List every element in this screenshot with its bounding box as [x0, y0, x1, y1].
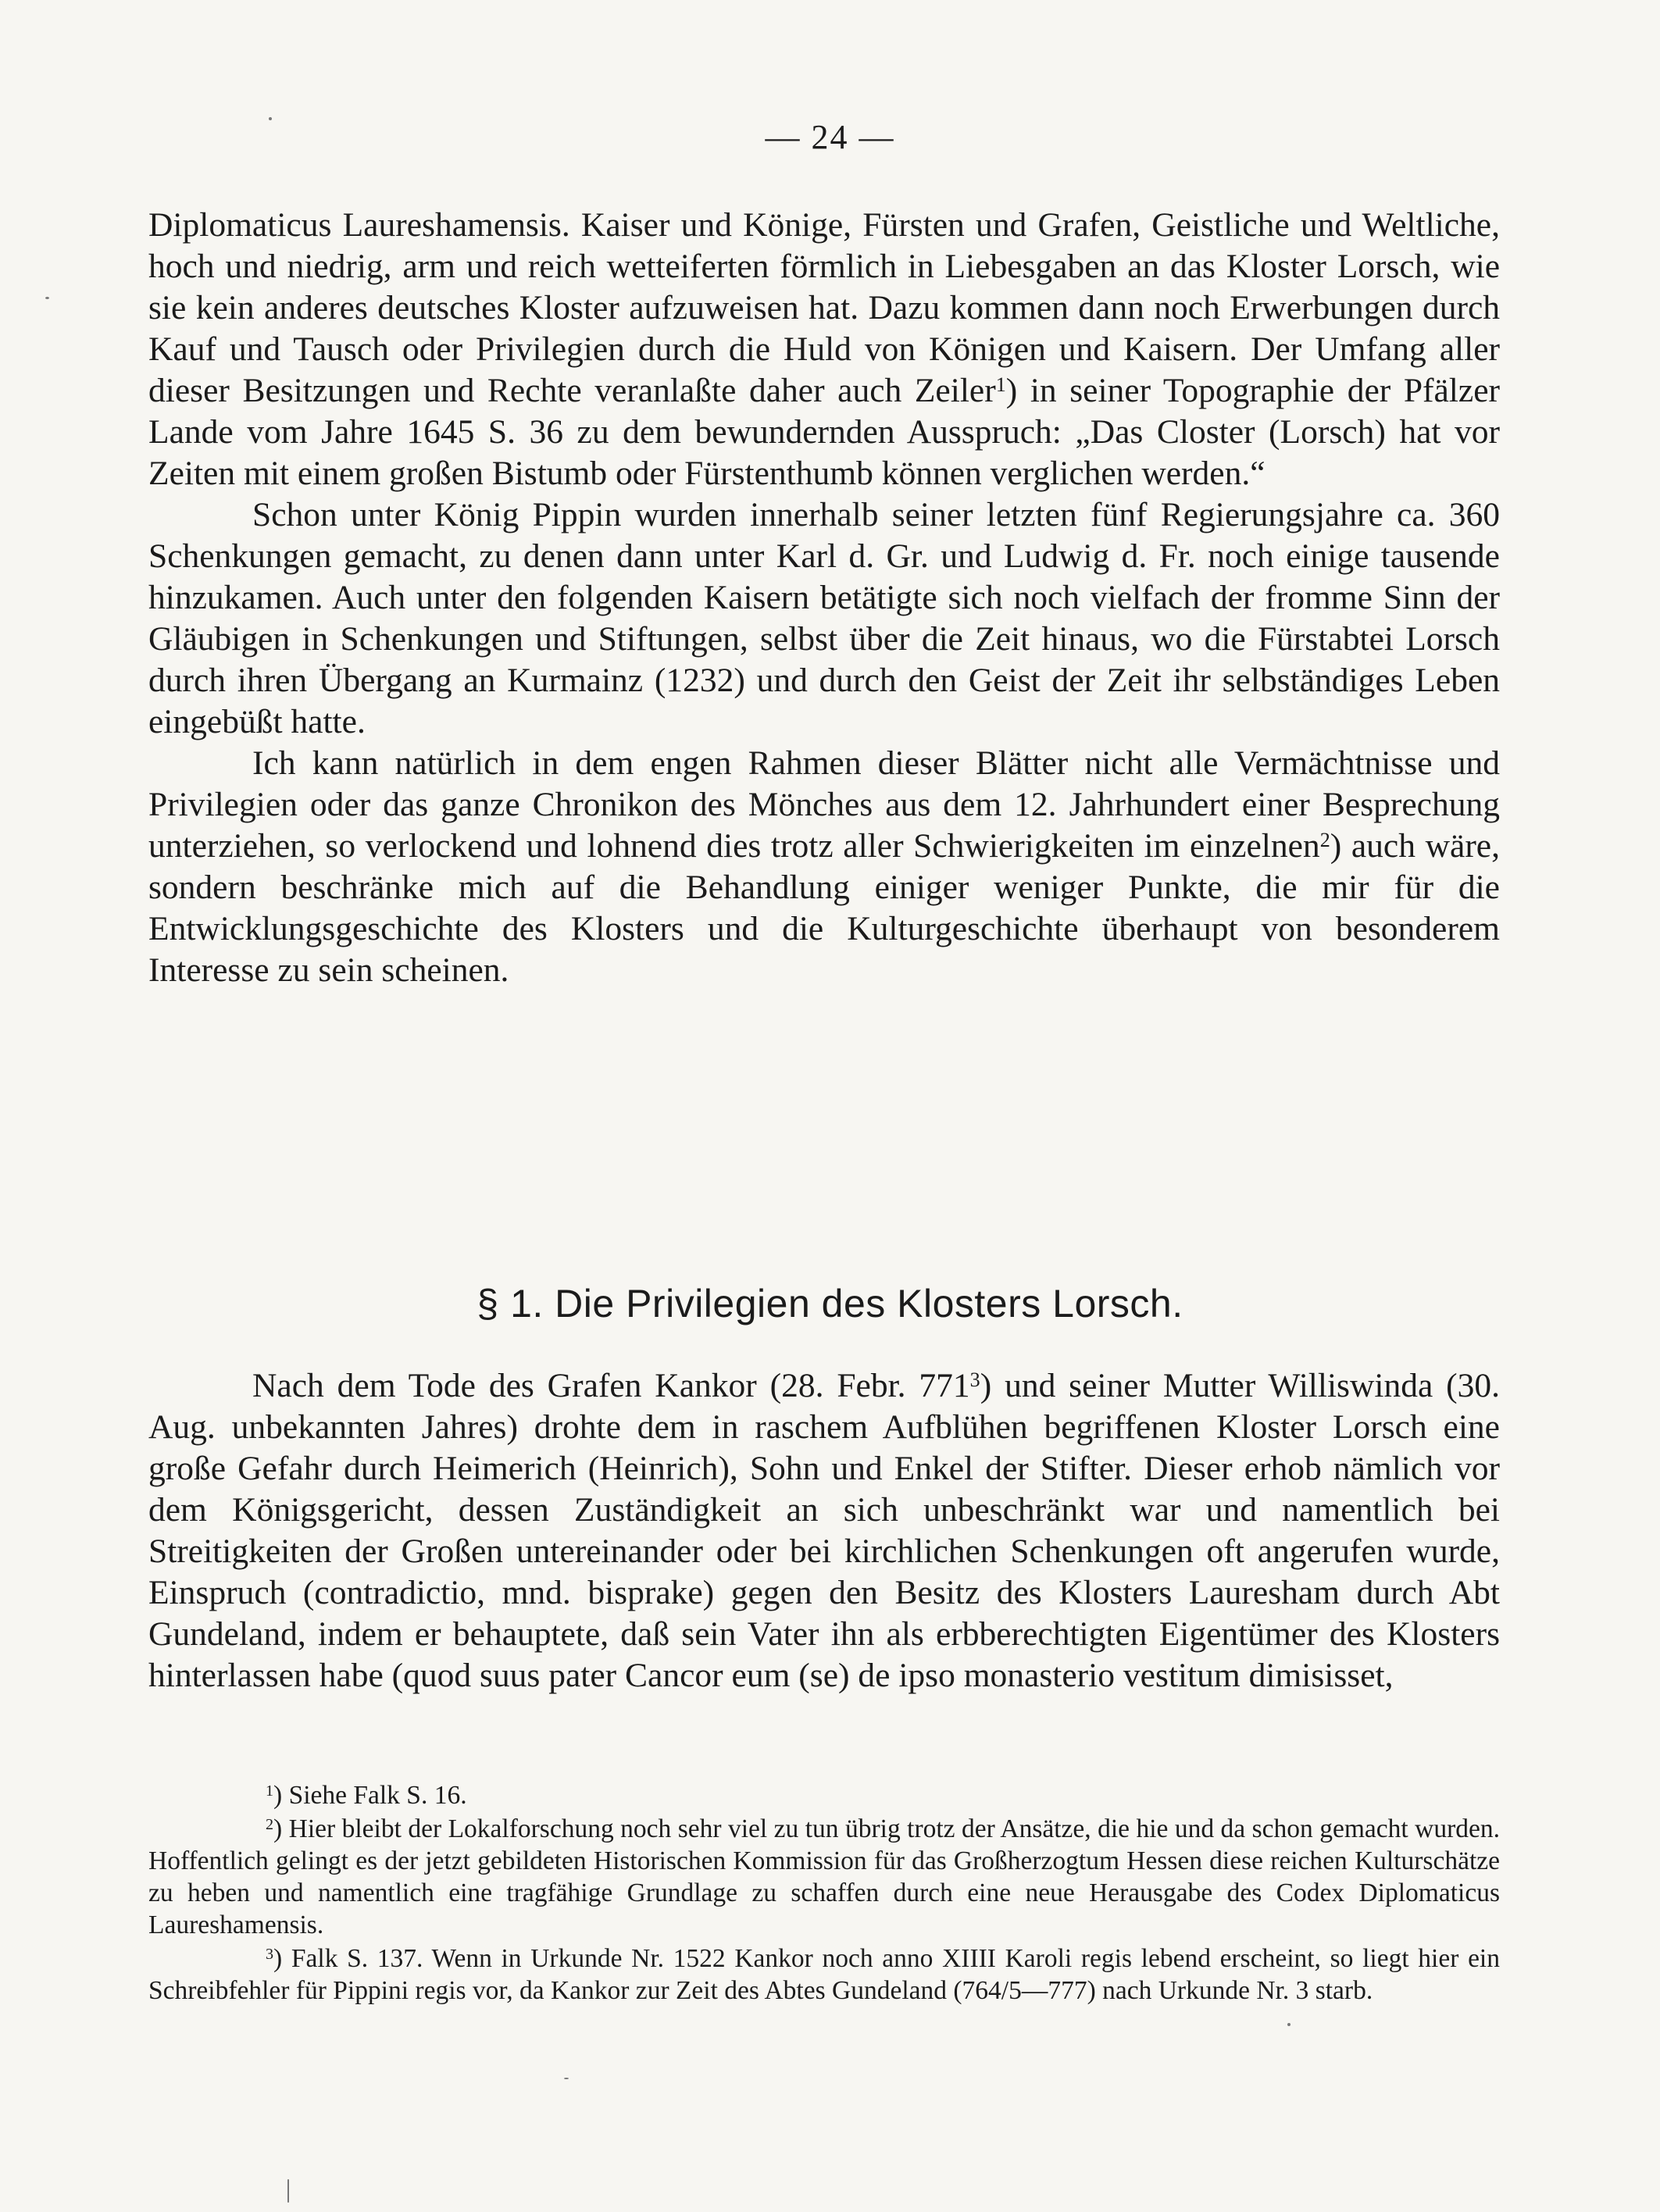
footnote-mark: 3 [266, 1945, 274, 1963]
footnote [148, 1779, 1500, 1811]
footnote-mark: 2 [266, 1815, 274, 1833]
footnote [148, 1943, 1500, 2007]
page-number: — 24 — [765, 118, 895, 156]
paragraph [148, 205, 1500, 494]
paper-speck [287, 2179, 289, 2203]
paragraph-text: Nach dem Tode des Grafen Kankor (28. Febr. 771 [252, 1367, 970, 1404]
paragraph [148, 743, 1500, 991]
paper-speck [269, 117, 272, 120]
body-text [148, 205, 1500, 991]
paper-speck [1287, 2023, 1291, 2026]
footnote-ref[interactable]: 2 [1319, 828, 1330, 851]
paragraph-text: Ich kann natürlich in dem engen Rahmen dieser Blätter nicht alle Vermächtnisse und Privilegien oder das ganze Chronikon des Mönches aus dem 12. Jahrhundert einer Besprechung unterziehen, so verlockend und lohnend dies trotz aller Schwierigkeiten im einzelnen [148, 744, 1500, 865]
section-body [148, 1365, 1500, 1696]
paragraph-text: Diplomaticus Laureshamensis. Kaiser und Könige, Fürsten und Grafen, Geistliche und Weltliche, hoch und niedrig, arm und reich wetteiferten förmlich in Liebesgaben an das Kloster Lorsch, wie sie kein anderes deutsches Kloster aufzuweisen hat. Dazu kommen dann noch Erwerbungen durch Kauf und Tausch oder Privilegien durch die Huld von Königen und Kaisern. Der Umfang aller dieser Besitzungen und Rechte veranlaßte daher auch Zeiler [148, 206, 1500, 409]
paragraph-text: ) auch wäre, sondern beschränke mich auf die Behandlung einiger weniger Punkte, die mir für die Entwicklungsgeschichte des Klosters und die Kulturgeschichte überhaupt von besonderem Interesse zu sein scheinen. [148, 827, 1500, 989]
footnote-text: ) Siehe Falk S. 16. [273, 1781, 467, 1810]
paper-speck [564, 2078, 569, 2079]
footnote-ref[interactable]: 3 [969, 1368, 980, 1391]
footnotes [148, 1779, 1500, 2008]
footnote-ref[interactable]: 1 [995, 373, 1006, 396]
footnote-text: ) Falk S. 137. Wenn in Urkunde Nr. 1522 Kankor noch anno XIIII Karoli regis lebend erscheint, so liegt hier ein Schreibfehler für Pippini regis vor, da Kankor zur Zeit des Abtes Gundeland (764/5—777) nach Urkunde Nr. 3 starb. [148, 1944, 1500, 2005]
footnote-text: ) Hier bleibt der Lokalforschung noch sehr viel zu tun übrig trotz der Ansätze, die hie und da schon gemacht wurden. Hoffentlich gelingt es der jetzt gebildeten Historischen Kommission für das Großherzogtum Hessen diese reichen Kulturschätze zu heben und namentlich eine tragfähige Grundlage zu schaffen durch eine neue Herausgabe des Codex Diplomaticus Laureshamensis. [148, 1814, 1500, 1939]
footnote-mark: 1 [266, 1782, 274, 1800]
paragraph-text: ) und seiner Mutter Williswinda (30. Aug. unbekannten Jahres) drohte dem in raschem Aufblühen begriffenen Kloster Lorsch eine große Gefahr durch Heimerich (Heinrich), Sohn und Enkel der Stifter. Dieser erhob nämlich vor dem Königsgericht, dessen Zuständigkeit an sich unbeschränkt war und namentlich bei Streitigkeiten der Großen untereinander oder bei kirchlichen Schenkungen oft angerufen wurde, Einspruch (contradictio, mnd. bisprake) gegen den Besitz des Klosters Lauresham durch Abt Gundeland, indem er behauptete, daß sein Vater ihn als erbberechtigten Eigentümer des Klosters hinterlassen habe (quod suus pater Cancor eum (se) de ipso monasterio vestitum dimisisset, [148, 1367, 1501, 1694]
footnote [148, 1813, 1500, 1941]
paragraph: Schon unter König Pippin wurden innerhalb seiner letzten fünf Regierungsjahre ca. 360 Schenkungen gemacht, zu denen dann unter Karl d. Gr. und Ludwig d. Fr. noch einige tausende hinzukamen. Auch unter den folgenden Kaisern betätigte sich noch vielfach der fromme Sinn der Gläubigen in Schenkungen und Stiftungen, selbst über die Zeit hinaus, wo die Fürstabtei Lorsch durch ihren Übergang an Kurmainz (1232) und durch den Geist der Zeit ihr selbständiges Leben eingebüßt hatte. [148, 496, 1500, 740]
paper-speck [45, 297, 49, 299]
paragraph-text: ) in seiner Topographie der Pfälzer Lande vom Jahre 1645 S. 36 zu dem bewundernden Ausspruch: „Das Closter (Lorsch) hat vor Zeiten mit einem großen Bistumb oder Fürstenthumb können verglichen werden.“ [148, 372, 1500, 492]
paragraph [148, 1365, 1500, 1696]
section-heading: § 1. Die Privilegien des Klosters Lorsch. [477, 1282, 1183, 1325]
